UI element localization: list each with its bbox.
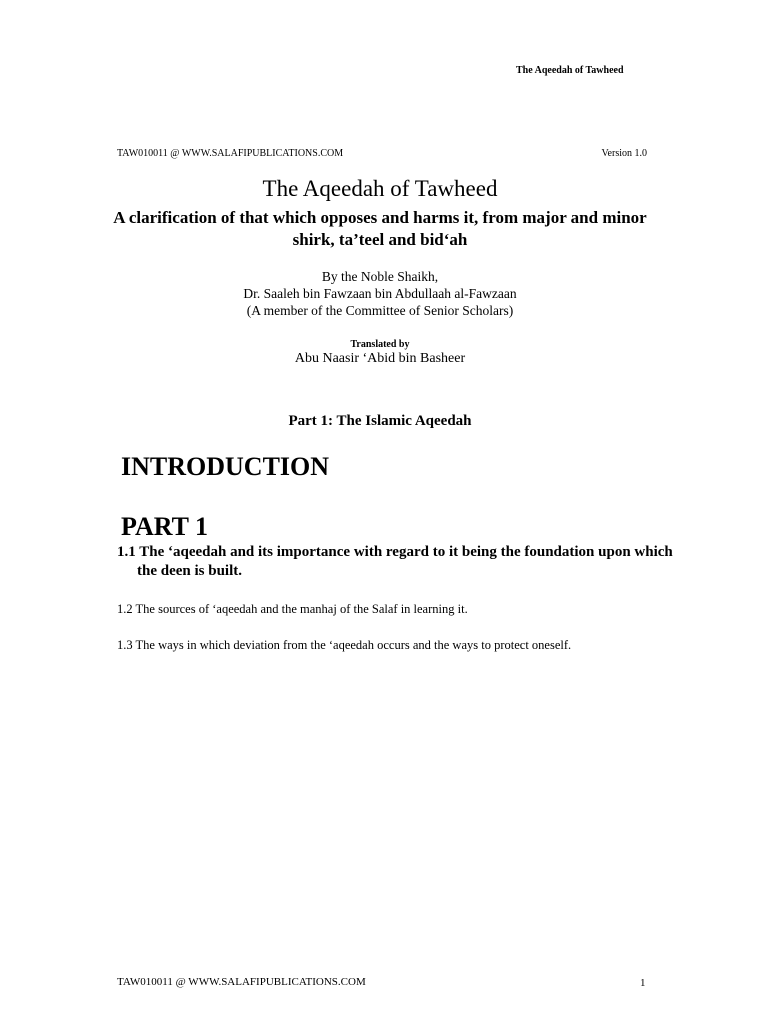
running-header-title: The Aqeedah of Tawheed [516,65,624,76]
introduction-heading: INTRODUCTION [121,452,330,481]
translated-by-label: Translated by [350,339,410,350]
section-item-1-3: 1.3 The ways in which deviation from the ‘aqeedah occurs and the ways to protect oneself. [117,638,572,652]
document-title: The Aqeedah of Tawheed [262,176,498,201]
version-label: Version 1.0 [601,148,647,159]
document-subtitle: A clarification of that which opposes and harms it, from major and minor shirk, ta’teel and bid‘ah [113,208,647,249]
part-heading: Part 1: The Islamic Aqeedah [288,413,472,429]
author-intro: By the Noble Shaikh, [321,269,439,284]
author-role: (A member of the Committee of Senior Scholars) [246,303,514,318]
translator-name: Abu Naasir ‘Abid bin Basheer [294,351,466,366]
page-number: 1 [640,977,646,989]
part1-heading: PART 1 [121,512,208,541]
document-code: TAW010011 @ WWW.SALAFIPUBLICATIONS.COM [117,148,344,159]
author-name: Dr. Saaleh bin Fawzaan bin Abdullaah al-Fawzaan [243,286,517,301]
section-item-1-1: 1.1 The ‘aqeedah and its importance with regard to it being the foundation upon which the deen is built. [117,544,673,579]
section-item-1-2: 1.2 The sources of ‘aqeedah and the manhaj of the Salaf in learning it. [117,602,468,616]
footer-document-code: TAW010011 @ WWW.SALAFIPUBLICATIONS.COM [117,976,366,988]
